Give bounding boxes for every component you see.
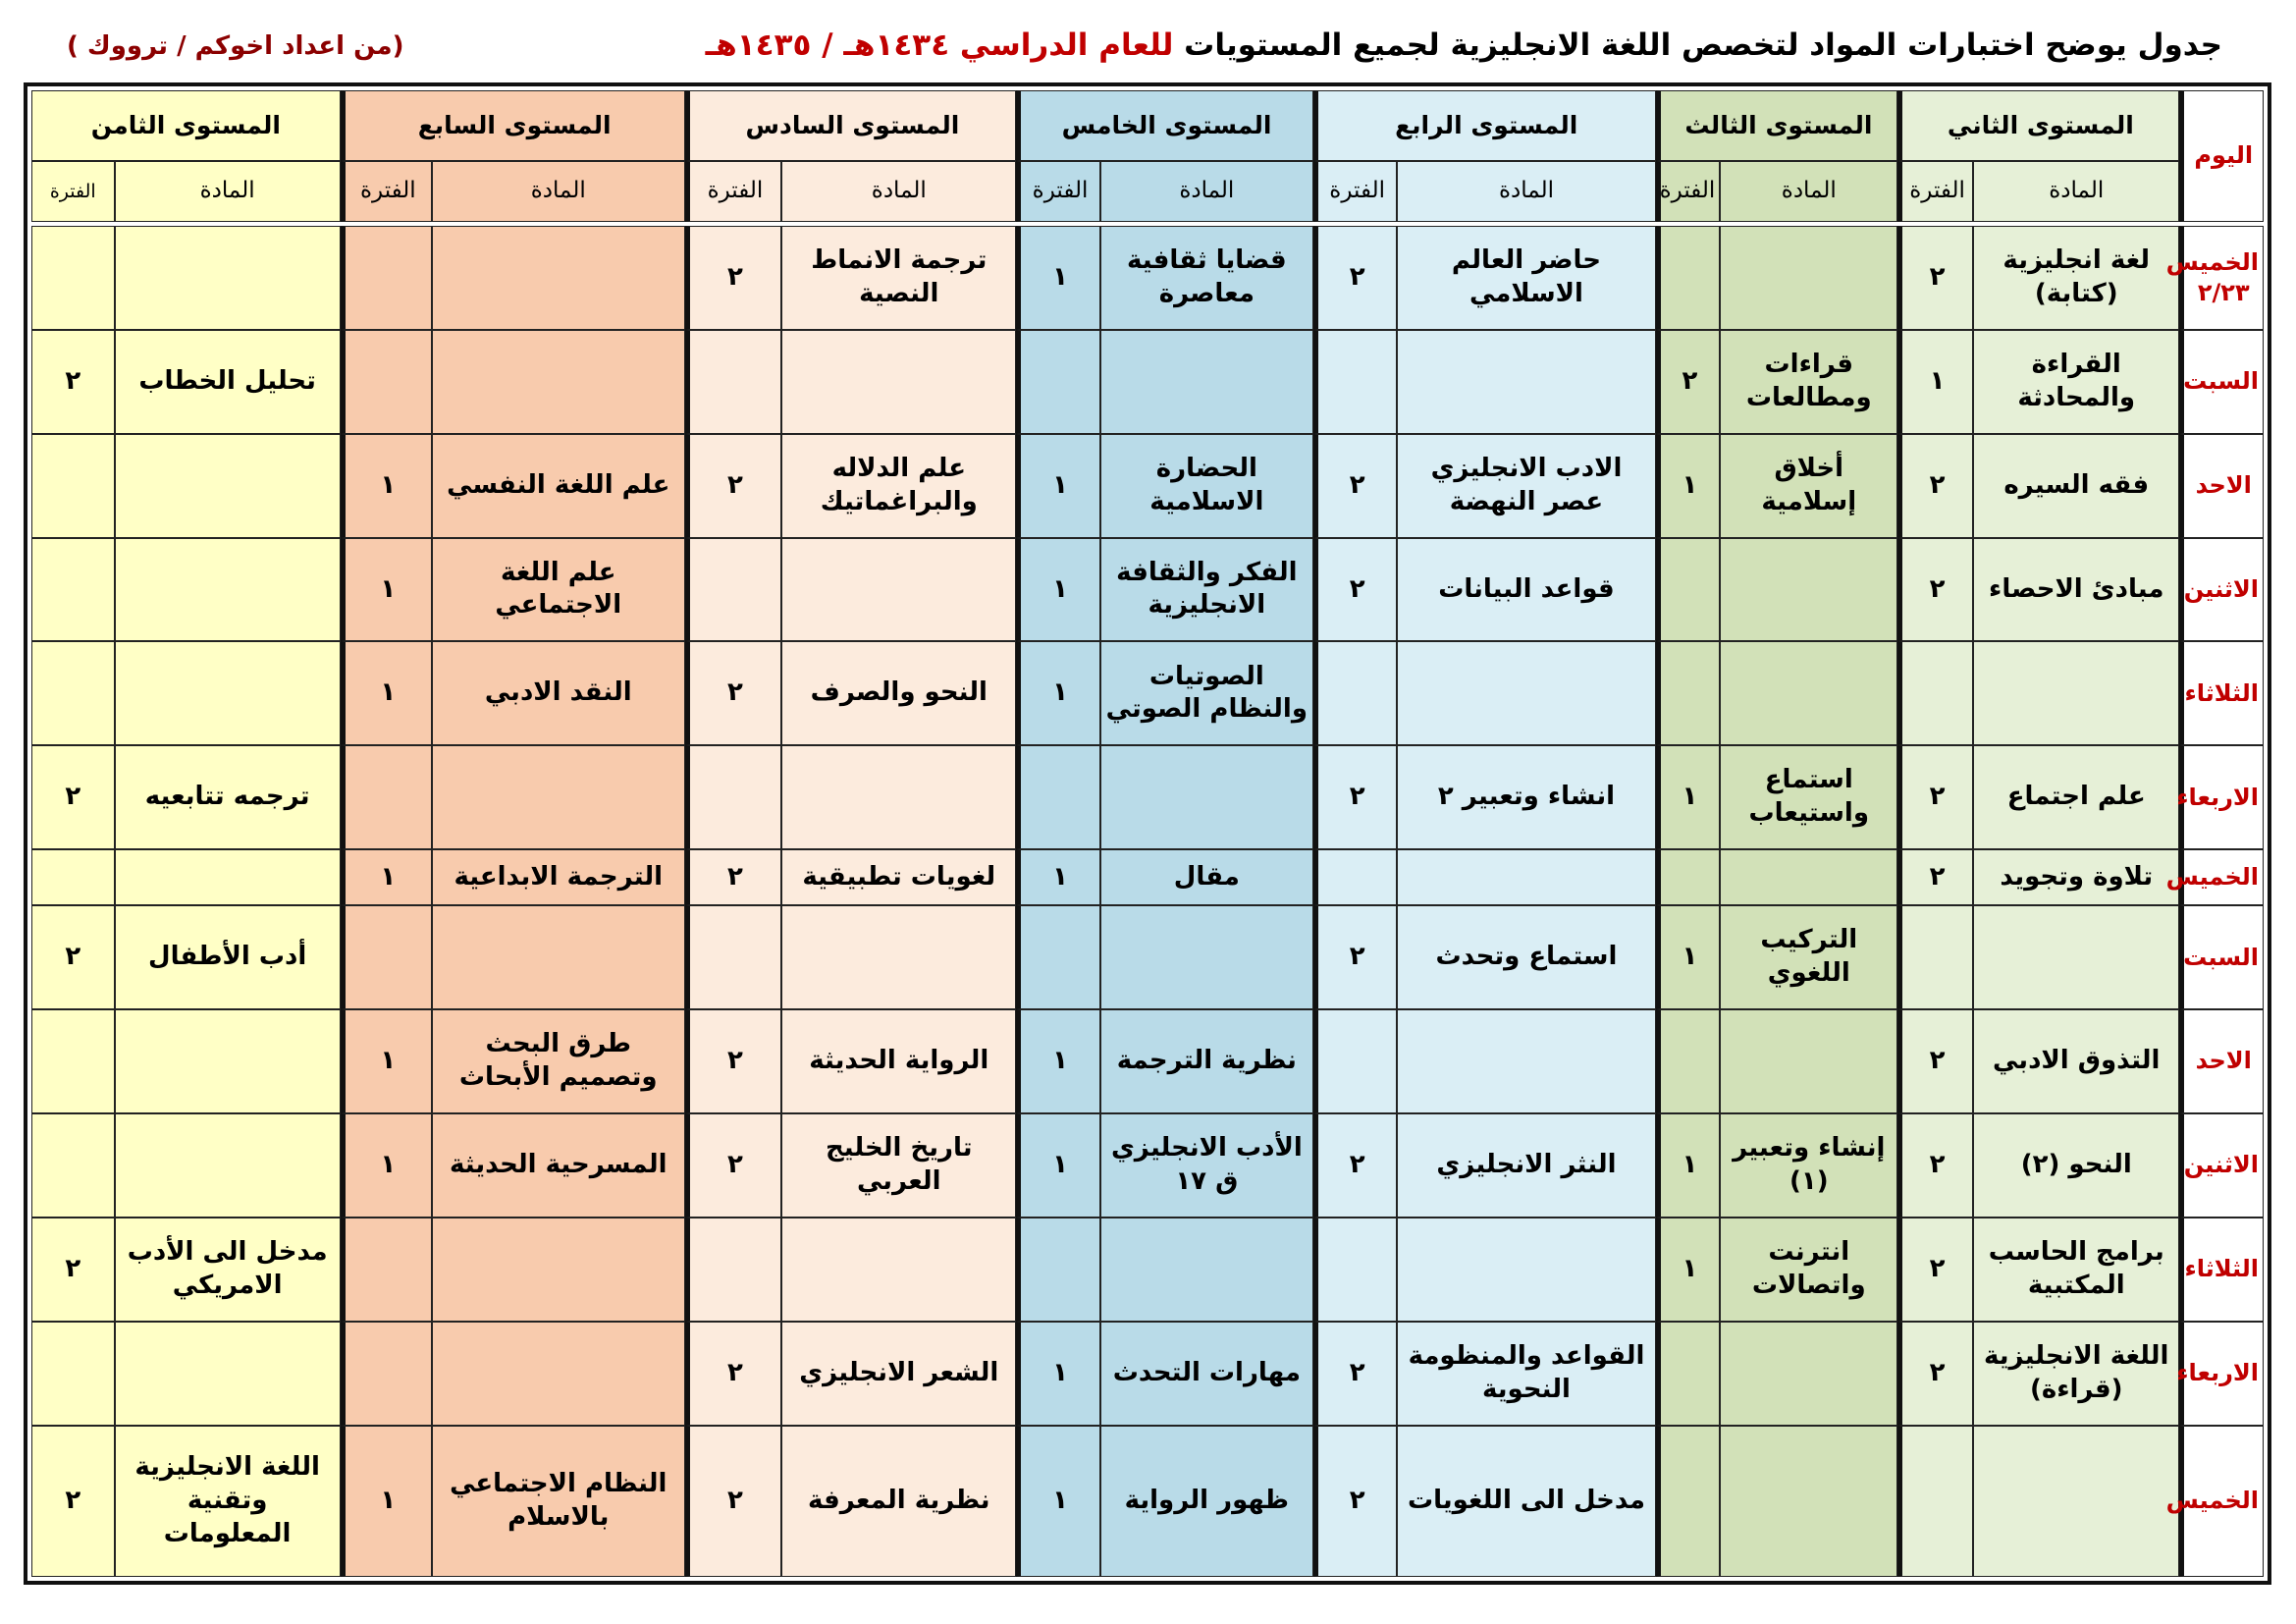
subject-cell	[1973, 641, 2180, 745]
period-cell: ٢	[1897, 1322, 1973, 1426]
subject-cell: استماع وتحدث	[1397, 905, 1655, 1009]
day-header: اليوم	[2179, 90, 2264, 222]
period-cell: ١	[1656, 434, 1721, 538]
subject-cell: النحو والصرف	[781, 641, 1016, 745]
period-cell	[31, 1113, 115, 1218]
period-cell	[1656, 226, 1721, 330]
period-cell: ١	[1656, 1218, 1721, 1322]
period-cell	[1016, 905, 1100, 1009]
subject-cell	[1100, 905, 1313, 1009]
subject-cell	[781, 538, 1016, 642]
subject-cell	[115, 849, 341, 905]
period-cell	[31, 641, 115, 745]
period-cell: ١	[1656, 905, 1721, 1009]
table-row	[31, 641, 2264, 745]
period-cell: ١	[1016, 434, 1100, 538]
subject-cell: المسرحية الحديثة	[432, 1113, 685, 1218]
subject-cell	[1100, 330, 1313, 434]
period-cell: ١	[341, 1009, 432, 1113]
day-cell: السبت	[2179, 905, 2264, 1009]
subject-cell: النظام الاجتماعي بالاسلام	[432, 1426, 685, 1577]
title-year: للعام الدراسي ١٤٣٤هـ / ١٤٣٥هـ	[705, 27, 1174, 63]
period-cell: ٢	[1313, 1426, 1398, 1577]
subject-cell: علم اللغة النفسي	[432, 434, 685, 538]
subject-cell	[781, 1218, 1016, 1322]
period-cell	[1656, 538, 1721, 642]
subject-cell: لغة انجليزية (كتابة)	[1973, 226, 2180, 330]
subject-cell: قواعد البيانات	[1397, 538, 1655, 642]
table-row	[31, 226, 2264, 330]
period-cell	[31, 538, 115, 642]
subject-cell: التذوق الادبي	[1973, 1009, 2180, 1113]
subject-cell	[1720, 641, 1897, 745]
period-cell: ٢	[1313, 226, 1398, 330]
subject-cell	[115, 1322, 341, 1426]
subject-cell: مبادئ الاحصاء	[1973, 538, 2180, 642]
subject-cell: لغويات تطبيقية	[781, 849, 1016, 905]
period-cell: ٢	[685, 1426, 782, 1577]
period-cell: ٢	[1313, 538, 1398, 642]
table-row	[31, 1218, 2264, 1322]
subject-cell: ظهور الرواية	[1100, 1426, 1313, 1577]
period-cell: ١	[341, 1426, 432, 1577]
period-cell	[1313, 641, 1398, 745]
period-cell: ٢	[31, 1426, 115, 1577]
subject-cell: تلاوة وتجويد	[1973, 849, 2180, 905]
subject-cell: استماع واستيعاب	[1720, 745, 1897, 849]
period-cell	[31, 226, 115, 330]
day-cell: الاربعاء	[2179, 1322, 2264, 1426]
period-cell	[1656, 849, 1721, 905]
period-cell	[1016, 1218, 1100, 1322]
subject-cell	[781, 330, 1016, 434]
subject-cell: حاضر العالم الاسلامي	[1397, 226, 1655, 330]
period-cell	[1656, 1322, 1721, 1426]
subject-cell	[1720, 538, 1897, 642]
subject-cell: النقد الادبي	[432, 641, 685, 745]
period-cell: ١	[341, 849, 432, 905]
subject-cell	[1397, 1009, 1655, 1113]
period-cell: ٢	[31, 1218, 115, 1322]
period-cell: ٢	[1313, 745, 1398, 849]
period-cell: ٢	[1313, 1113, 1398, 1218]
subject-cell	[115, 434, 341, 538]
subject-cell	[115, 641, 341, 745]
level-6-header: المستوى السادس	[685, 90, 1017, 161]
period-header: الفترة	[685, 161, 782, 222]
subject-cell	[1720, 1426, 1897, 1577]
period-cell: ١	[1656, 1113, 1721, 1218]
period-cell: ١	[1016, 849, 1100, 905]
subject-cell	[115, 538, 341, 642]
period-cell	[1897, 905, 1973, 1009]
subject-cell: علم اجتماع	[1973, 745, 2180, 849]
subject-cell: نظرية المعرفة	[781, 1426, 1016, 1577]
subject-cell: الترجمة الابداعية	[432, 849, 685, 905]
level-4-header: المستوى الرابع	[1313, 90, 1656, 161]
subject-cell	[1100, 1218, 1313, 1322]
subject-cell: ترجمة الانماط النصية	[781, 226, 1016, 330]
period-header: الفترة	[1656, 161, 1721, 222]
period-cell	[341, 745, 432, 849]
period-cell: ٢	[1897, 1009, 1973, 1113]
period-cell: ١	[1016, 1426, 1100, 1577]
period-header: الفترة	[1016, 161, 1100, 222]
day-cell: الخميس	[2179, 849, 2264, 905]
subject-header: المادة	[1397, 161, 1655, 222]
period-cell: ٢	[685, 641, 782, 745]
level-header-row	[31, 90, 2264, 161]
subject-cell: مدخل الى اللغويات	[1397, 1426, 1655, 1577]
day-cell: السبت	[2179, 330, 2264, 434]
subject-cell	[1973, 905, 2180, 1009]
period-cell	[1656, 1009, 1721, 1113]
table-row	[31, 745, 2264, 849]
period-cell	[1313, 1218, 1398, 1322]
period-cell	[1016, 745, 1100, 849]
period-cell	[341, 1322, 432, 1426]
period-cell	[341, 226, 432, 330]
subject-cell: القراءة والمحادثة	[1973, 330, 2180, 434]
level-8-header: المستوى الثامن	[31, 90, 341, 161]
day-cell: الثلاثاء	[2179, 641, 2264, 745]
subject-cell	[1397, 641, 1655, 745]
subject-cell	[1720, 1322, 1897, 1426]
subject-cell: الصوتيات والنظام الصوتي	[1100, 641, 1313, 745]
schedule-frame	[24, 82, 2271, 1585]
subject-cell	[1397, 849, 1655, 905]
subject-header: المادة	[1720, 161, 1897, 222]
period-cell: ١	[341, 641, 432, 745]
period-cell: ١	[1016, 538, 1100, 642]
subject-cell: فقه السيره	[1973, 434, 2180, 538]
table-row	[31, 849, 2264, 905]
subject-cell: الرواية الحديثة	[781, 1009, 1016, 1113]
period-cell: ١	[341, 538, 432, 642]
period-cell: ٢	[1313, 1322, 1398, 1426]
period-cell: ٢	[1897, 226, 1973, 330]
subject-header: المادة	[432, 161, 685, 222]
schedule-body	[31, 226, 2264, 1577]
page-title	[706, 27, 2222, 63]
subject-cell: أخلاق إسلامية	[1720, 434, 1897, 538]
subject-cell: الفكر والثقافة الانجليزية	[1100, 538, 1313, 642]
subject-header: المادة	[781, 161, 1016, 222]
period-cell	[1016, 330, 1100, 434]
subject-cell: علم الدلاله والبراغماتيك	[781, 434, 1016, 538]
period-cell: ٢	[31, 905, 115, 1009]
subject-cell: القواعد والمنظومة النحوية	[1397, 1322, 1655, 1426]
subject-cell	[1720, 1009, 1897, 1113]
period-cell	[31, 1009, 115, 1113]
level-3-header: المستوى الثالث	[1656, 90, 1898, 161]
subject-cell	[1973, 1426, 2180, 1577]
subject-cell: الشعر الانجليزي	[781, 1322, 1016, 1426]
subject-header: المادة	[115, 161, 341, 222]
period-cell: ٢	[1656, 330, 1721, 434]
period-cell	[685, 745, 782, 849]
period-cell	[1313, 330, 1398, 434]
subject-cell	[432, 226, 685, 330]
subject-cell	[432, 330, 685, 434]
period-cell: ٢	[685, 1113, 782, 1218]
period-cell	[1656, 1426, 1721, 1577]
period-header: الفترة	[31, 161, 115, 222]
subject-cell: أدب الأطفال	[115, 905, 341, 1009]
period-cell: ١	[341, 1113, 432, 1218]
period-cell: ٢	[685, 849, 782, 905]
period-cell: ٢	[31, 745, 115, 849]
period-cell: ١	[1656, 745, 1721, 849]
subject-cell	[1720, 226, 1897, 330]
subject-cell: برامج الحاسب المكتبية	[1973, 1218, 2180, 1322]
subject-cell: مهارات التحدث	[1100, 1322, 1313, 1426]
period-cell	[1313, 849, 1398, 905]
period-header: الفترة	[1313, 161, 1398, 222]
subject-cell: الحضارة الاسلامية	[1100, 434, 1313, 538]
subject-cell: علم اللغة الاجتماعي	[432, 538, 685, 642]
day-cell: الاربعاء	[2179, 745, 2264, 849]
period-cell: ٢	[1313, 905, 1398, 1009]
period-cell: ٢	[31, 330, 115, 434]
period-cell: ٢	[1897, 1113, 1973, 1218]
period-cell	[685, 905, 782, 1009]
period-cell	[1897, 641, 1973, 745]
subject-cell: تاريخ الخليج العربي	[781, 1113, 1016, 1218]
subject-cell	[1397, 1218, 1655, 1322]
period-cell: ١	[1016, 1009, 1100, 1113]
subject-cell: انترنت واتصالات	[1720, 1218, 1897, 1322]
period-cell: ٢	[1897, 849, 1973, 905]
day-cell: الخميس	[2179, 1426, 2264, 1577]
period-cell	[31, 1322, 115, 1426]
period-cell	[341, 330, 432, 434]
table-row	[31, 1322, 2264, 1426]
subject-cell: تحليل الخطاب	[115, 330, 341, 434]
period-cell	[685, 330, 782, 434]
period-cell	[1656, 641, 1721, 745]
period-cell	[31, 849, 115, 905]
period-cell: ١	[1016, 641, 1100, 745]
subject-cell: طرق البحث وتصميم الأبحاث	[432, 1009, 685, 1113]
subject-cell: الادب الانجليزي عصر النهضة	[1397, 434, 1655, 538]
period-cell: ٢	[685, 1322, 782, 1426]
period-cell	[685, 538, 782, 642]
period-cell	[685, 1218, 782, 1322]
period-cell	[341, 905, 432, 1009]
day-cell: الاثنين	[2179, 1113, 2264, 1218]
subject-cell	[1100, 745, 1313, 849]
period-cell: ٢	[685, 1009, 782, 1113]
day-cell: الثلاثاء	[2179, 1218, 2264, 1322]
period-cell: ٢	[1897, 745, 1973, 849]
subject-cell: إنشاء وتعبير (١)	[1720, 1113, 1897, 1218]
table-row	[31, 538, 2264, 642]
day-cell: الاحد	[2179, 434, 2264, 538]
subject-cell	[432, 1322, 685, 1426]
subject-cell	[432, 1218, 685, 1322]
period-cell: ١	[1016, 1322, 1100, 1426]
subject-cell: الأدب الانجليزي ق ١٧	[1100, 1113, 1313, 1218]
period-cell: ٢	[1313, 434, 1398, 538]
period-cell: ٢	[685, 226, 782, 330]
author-credit: (من اعداد اخوكم / ترووك )	[67, 31, 404, 61]
subject-cell	[432, 905, 685, 1009]
subject-header: المادة	[1973, 161, 2180, 222]
level-7-header: المستوى السابع	[341, 90, 685, 161]
table-row	[31, 1426, 2264, 1577]
period-cell: ٢	[1897, 1218, 1973, 1322]
level-5-header: المستوى الخامس	[1016, 90, 1313, 161]
table-row	[31, 905, 2264, 1009]
subject-cell: اللغة الانجليزية وتقنية المعلومات	[115, 1426, 341, 1577]
subject-cell	[115, 1113, 341, 1218]
table-row	[31, 1113, 2264, 1218]
subject-cell	[432, 745, 685, 849]
period-cell: ٢	[685, 434, 782, 538]
subject-cell: قضايا ثقافية معاصرة	[1100, 226, 1313, 330]
subject-cell	[781, 905, 1016, 1009]
table-row	[31, 434, 2264, 538]
subject-cell	[781, 745, 1016, 849]
day-cell: الاثنين	[2179, 538, 2264, 642]
table-row	[31, 1009, 2264, 1113]
period-cell: ١	[1016, 1113, 1100, 1218]
period-header: الفترة	[1897, 161, 1973, 222]
subject-header: المادة	[1100, 161, 1313, 222]
period-cell: ٢	[1897, 538, 1973, 642]
subject-cell: النحو (٢)	[1973, 1113, 2180, 1218]
period-cell: ١	[1897, 330, 1973, 434]
day-cell: الخميس ٢/٢٣	[2179, 226, 2264, 330]
period-cell	[31, 434, 115, 538]
subject-cell: نظرية الترجمة	[1100, 1009, 1313, 1113]
period-cell: ١	[1016, 226, 1100, 330]
column-header-row	[31, 161, 2264, 222]
period-header: الفترة	[341, 161, 432, 222]
subject-cell	[115, 1009, 341, 1113]
subject-cell: مدخل الى الأدب الامريكي	[115, 1218, 341, 1322]
exam-schedule-table	[31, 90, 2264, 1577]
period-cell: ٢	[1897, 434, 1973, 538]
subject-cell: ترجمه تتابعيه	[115, 745, 341, 849]
subject-cell: النثر الانجليزي	[1397, 1113, 1655, 1218]
level-2-header: المستوى الثاني	[1897, 90, 2179, 161]
subject-cell	[1720, 849, 1897, 905]
subject-cell: التركيب اللغوي	[1720, 905, 1897, 1009]
day-cell: الاحد	[2179, 1009, 2264, 1113]
period-cell	[341, 1218, 432, 1322]
subject-cell: انشاء وتعبير ٢	[1397, 745, 1655, 849]
subject-cell	[115, 226, 341, 330]
period-cell	[1897, 1426, 1973, 1577]
subject-cell: اللغة الانجليزية (قراءة)	[1973, 1322, 2180, 1426]
subject-cell: مقال	[1100, 849, 1313, 905]
title-main: جدول يوضح اختبارات المواد لتخصص اللغة الانجليزية لجميع المستويات	[1184, 27, 2222, 63]
subject-cell	[1397, 330, 1655, 434]
period-cell	[1313, 1009, 1398, 1113]
subject-cell: قراءات ومطالعات	[1720, 330, 1897, 434]
period-cell: ١	[341, 434, 432, 538]
table-row	[31, 330, 2264, 434]
